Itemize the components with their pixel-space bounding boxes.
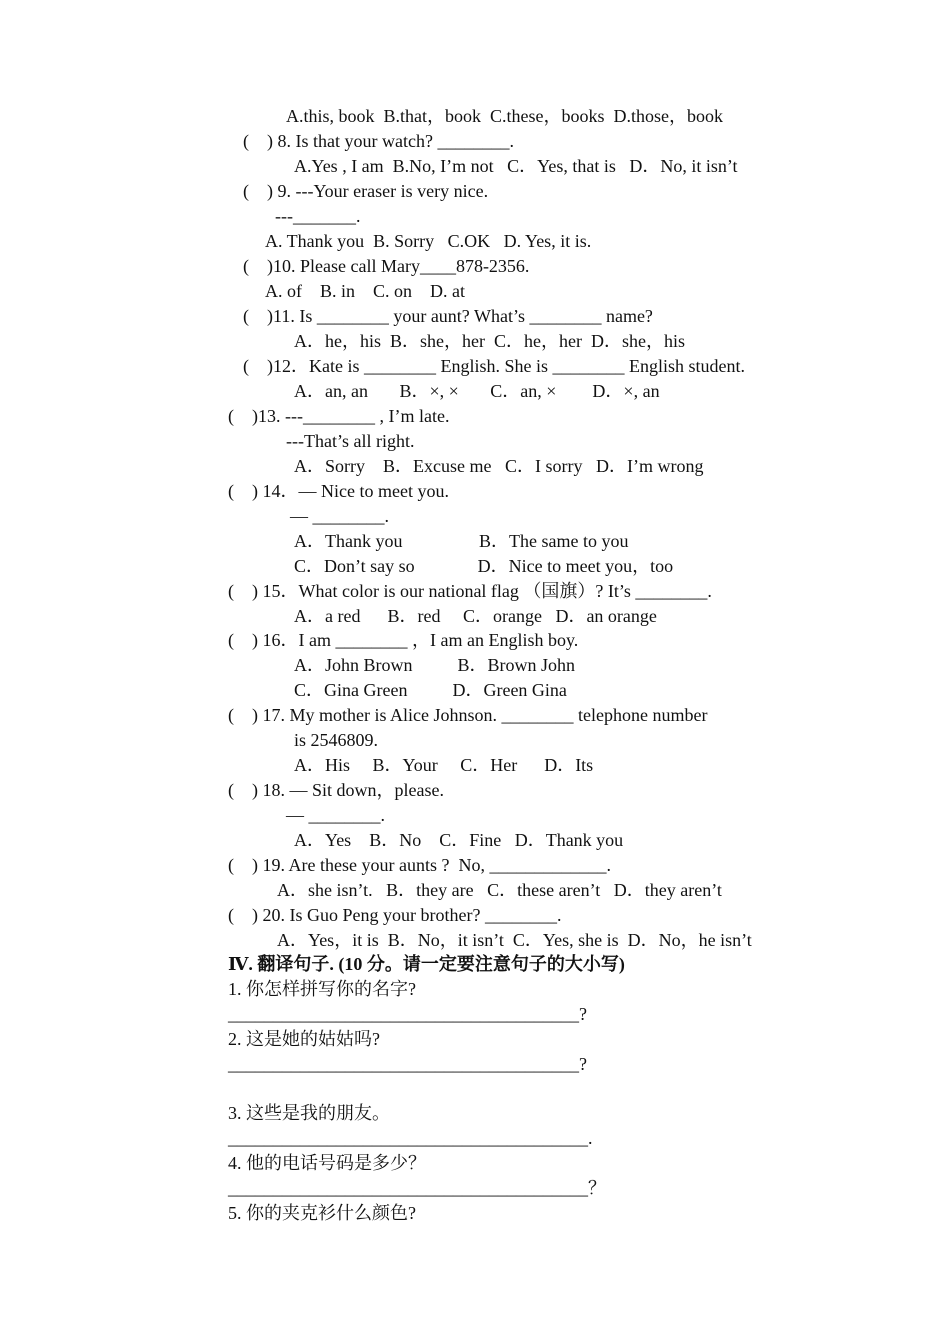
q18-question: ( ) 18. — Sit down，please. xyxy=(228,780,444,800)
q16-options-cd: C．Gina Green D．Green Gina xyxy=(294,680,567,700)
translate-2-prompt: 2. 这是她的姑姑吗? xyxy=(228,1029,380,1049)
q12-question: ( )12．Kate is ________ English. She is ________ English student. xyxy=(243,356,745,376)
q17-options: A．His B．Your C．Her D．Its xyxy=(294,755,594,775)
q8-options: A.Yes , I am B.No, I’m not C．Yes, that is D．No, it isn’t xyxy=(294,156,738,176)
section-4-heading: Ⅳ. 翻译句子. (10 分。请一定要注意句子的大小写) xyxy=(228,954,625,974)
translate-1-answer-line: _______________________________________? xyxy=(228,1004,587,1024)
q10-options: A. of B. in C. on D. at xyxy=(265,281,465,301)
q14-question: ( ) 14．— Nice to meet you. xyxy=(228,481,449,501)
q11-options: A．he，his B．she，her C．he，her D．she，his xyxy=(294,331,685,351)
q15-options: A．a red B．red C．orange D．an orange xyxy=(294,606,657,626)
translate-3-answer-line: ________________________________________. xyxy=(228,1128,593,1148)
q20-question: ( ) 20. Is Guo Peng your brother? ________. xyxy=(228,905,562,925)
q14-reply: — ________. xyxy=(290,506,389,526)
q7-options: A.this, book B.that，book C.these，books D.those，book xyxy=(286,106,723,126)
q16-question: ( ) 16．I am ________ ，I am an English boy. xyxy=(228,630,579,650)
q18-options: A．Yes B．No C．Fine D．Thank you xyxy=(294,830,624,850)
q13-question: ( )13. ---________ , I’m late. xyxy=(228,406,450,426)
q13-reply: ---That’s all right. xyxy=(286,431,415,451)
q17-question-cont: is 2546809. xyxy=(294,730,379,750)
q18-reply: — ________. xyxy=(286,805,385,825)
q14-options-ab: A．Thank you B．The same to you xyxy=(294,531,629,551)
q9-options: A. Thank you B. Sorry C.OK D. Yes, it is. xyxy=(265,231,592,251)
translate-1-prompt: 1. 你怎样拼写你的名字? xyxy=(228,979,416,999)
q20-options: A．Yes，it is B．No，it isn’t C．Yes, she is D．No，he isn’t xyxy=(277,930,752,950)
q13-options: A．Sorry B．Excuse me C．I sorry D．I’m wrong xyxy=(294,456,704,476)
q10-question: ( )10. Please call Mary____878-2356. xyxy=(243,256,530,276)
translate-4-answer-line: ________________________________________？ xyxy=(228,1178,606,1198)
translate-3-prompt: 3. 这些是我的朋友。 xyxy=(228,1103,390,1123)
q16-options-ab: A．John Brown B．Brown John xyxy=(294,655,576,675)
q9-question: ( ) 9. ---Your eraser is very nice. xyxy=(243,181,489,201)
q8-question: ( ) 8. Is that your watch? ________. xyxy=(243,131,514,151)
q12-options: A．an, an B．×, × C．an, × D．×, an xyxy=(294,381,660,401)
q19-options: A．she isn’t. B．they are C．these aren’t D．they aren’t xyxy=(277,880,722,900)
q11-question: ( )11. Is ________ your aunt? What’s ________ name? xyxy=(243,306,653,326)
q15-question: ( ) 15．What color is our national flag （国旗）? It’s ________. xyxy=(228,581,712,601)
q9-reply: ---_______. xyxy=(275,206,361,226)
q14-options-cd: C．Don’t say so D．Nice to meet you，too xyxy=(294,556,674,576)
translate-4-prompt: 4. 他的电话号码是多少？ xyxy=(228,1153,426,1173)
q17-question: ( ) 17. My mother is Alice Johnson. ________ telephone number xyxy=(228,705,708,725)
translate-5-prompt: 5. 你的夹克衫什么颜色? xyxy=(228,1203,416,1223)
translate-2-answer-line: _______________________________________? xyxy=(228,1054,587,1074)
q19-question: ( ) 19. Are these your aunts ? No, _____________. xyxy=(228,855,611,875)
